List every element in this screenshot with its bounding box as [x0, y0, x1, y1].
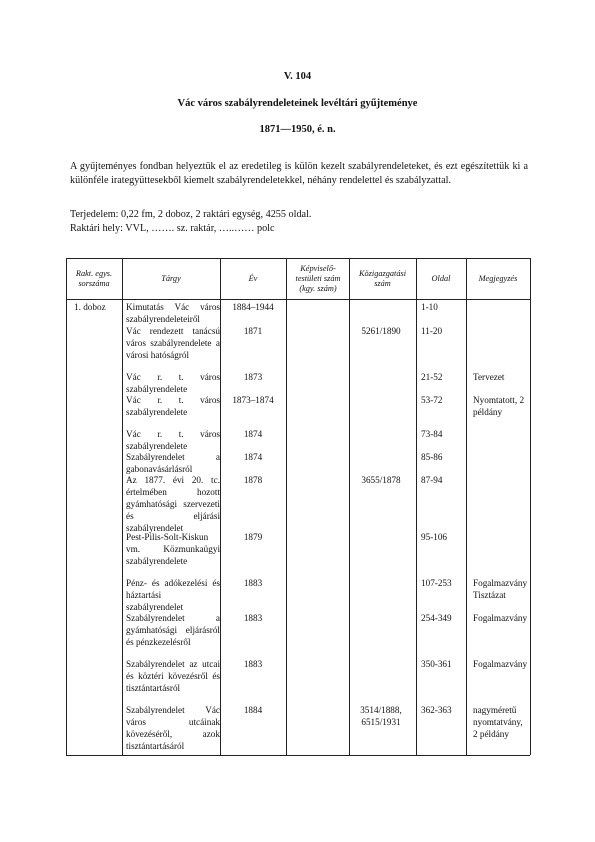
cell-page: 87-94: [421, 475, 443, 485]
document-title: Vác város szabályrendeleteinek levéltári gyűjteménye: [177, 98, 418, 109]
cell-subject: Szabályrendelet a gyámhatósági eljárásról és pénzkezelésről: [126, 613, 220, 648]
location-line: Raktári hely: VVL, ……. sz. raktár, …..…… polc: [70, 223, 275, 234]
cell-page: 95-106: [421, 532, 448, 542]
cell-box: 1. doboz: [74, 302, 106, 312]
inventory-table: [66, 258, 530, 755]
cell-year: 1883: [243, 613, 263, 623]
cell-page: 85-86: [421, 452, 443, 462]
header-bottom-border: [66, 299, 530, 300]
cell-subject: Az 1877. évi 20. tc. értelmében hozott gyámhatósági szervezeti és eljárási szabályrendelet: [126, 475, 220, 534]
storage-info: [70, 208, 528, 236]
cell-year: 1871: [243, 326, 263, 336]
column-divider: [466, 258, 467, 755]
cell-year: 1873–1874: [232, 395, 274, 405]
document-years: 1871—1950, é. n.: [259, 124, 336, 135]
column-divider: [66, 258, 67, 755]
cell-note: Fogalmazvány: [473, 659, 528, 669]
cell-year: 1873: [243, 372, 263, 382]
column-divider: [220, 258, 221, 755]
cell-year: 1884–1944: [232, 302, 274, 312]
header-municipal-number: Közigazgatási szám: [358, 268, 407, 288]
cell-year: 1874: [243, 452, 263, 462]
cell-year: 1883: [243, 578, 263, 588]
document-code: V. 104: [283, 71, 312, 82]
cell-municipal-number: 3514/1888, 6515/1931: [360, 705, 402, 728]
cell-page: 1-10: [421, 302, 438, 312]
cell-subject: Vác r. t. város szabályrendelete: [126, 395, 220, 418]
cell-page: 53-72: [421, 395, 443, 405]
cell-page: 350-361: [421, 659, 452, 669]
cell-page: 107-253: [421, 578, 452, 588]
cell-note: nagyméretű nyomtatvány, 2 példány: [473, 705, 523, 740]
header-year: Év: [248, 273, 258, 283]
cell-page: 254-349: [421, 613, 452, 623]
cell-page: 21-52: [421, 372, 443, 382]
cell-note: Tervezet: [473, 372, 505, 382]
column-divider: [530, 258, 531, 755]
cell-note: Fogalmazvány Tisztázat: [473, 578, 528, 601]
cell-subject: Vác r. t. város szabályrendelete: [126, 372, 220, 395]
column-divider: [416, 258, 417, 755]
cell-subject: Kimutatás Vác város szabályrendeleteiről: [126, 302, 220, 325]
cell-subject: Vác r. t. város szabályrendelete: [126, 429, 220, 452]
cell-subject: Pénz- és adókezelési és háztartási szabályrendelet: [126, 578, 220, 613]
column-divider: [286, 258, 287, 755]
cell-year: 1884: [243, 705, 263, 715]
cell-page: 362-363: [421, 705, 452, 715]
header-council-number: Képviselő-testületi szám (kgy. szám): [295, 263, 341, 293]
cell-subject: Szabályrendelet Vác város utcáinak kövezéséről, azok tisztántartásáról: [126, 705, 220, 752]
header-box: Rakt. egys. sorszáma: [75, 268, 113, 288]
cell-subject: Szabályrendelet a gabonavásárlásról: [126, 452, 220, 475]
cell-year: 1874: [243, 429, 263, 439]
intro-paragraph: A gyűjteményes fondban helyeztük el az eredetileg is külön kezelt szabályrendeleteket, és ezt egészítettük ki a különféle irategyüttesekből kiemelt szabályrendeletekkel, néhány rendelettel és szabályzattal.: [70, 161, 528, 186]
table-bottom-border: [66, 755, 530, 756]
cell-year: 1883: [243, 659, 263, 669]
cell-note: Fogalmazvány: [473, 613, 528, 623]
header-page: Oldal: [431, 273, 451, 283]
extent-line: Terjedelem: 0,22 fm, 2 doboz, 2 raktári egység, 4255 oldal.: [70, 209, 312, 220]
column-divider: [122, 258, 123, 755]
cell-subject: Pest-Pilis-Solt-Kiskun vm. Közmunkaügyi szabályrendelete: [126, 532, 220, 567]
cell-subject: Szabályrendelet az utcai és köztéri kövezésről és tisztántartásról: [126, 659, 220, 694]
cell-page: 73-84: [421, 429, 443, 439]
cell-year: 1878: [243, 475, 263, 485]
cell-municipal-number: 5261/1890: [361, 326, 401, 336]
header-note: Megjegyzés: [478, 273, 518, 283]
cell-page: 11-20: [421, 326, 443, 336]
cell-note: Nyomtatott, 2 példány: [473, 395, 525, 418]
cell-subject: Vác rendezett tanácsú város szabályrendelete a városi hatóságról: [126, 326, 220, 361]
cell-year: 1879: [243, 532, 263, 542]
cell-municipal-number: 3655/1878: [361, 475, 401, 485]
header-subject: Tárgy: [161, 273, 181, 283]
